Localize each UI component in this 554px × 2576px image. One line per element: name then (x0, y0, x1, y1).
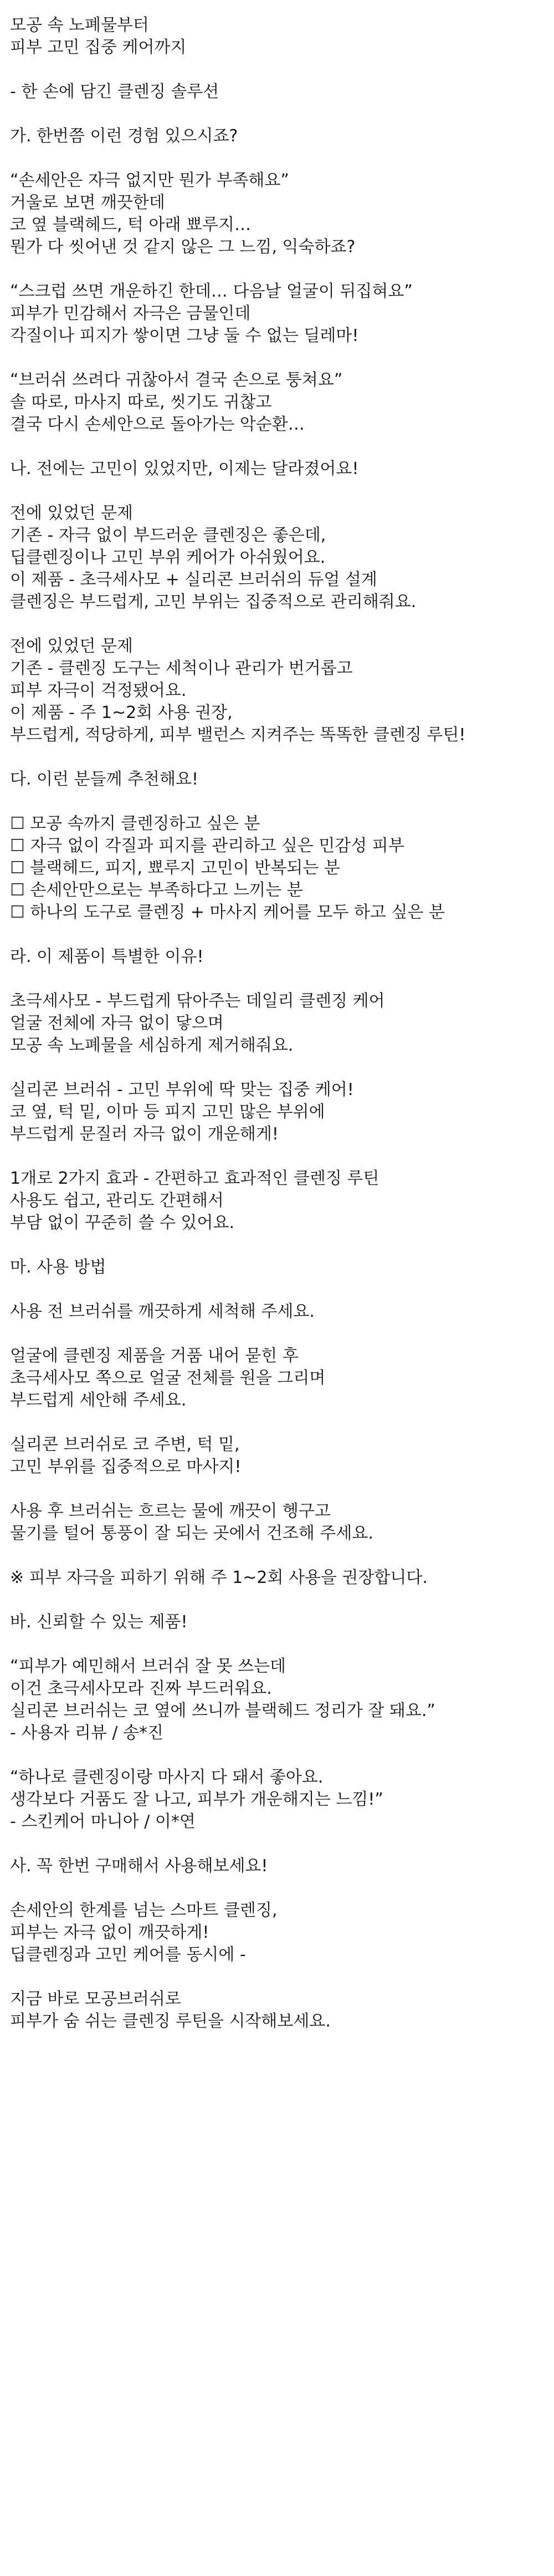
text-line: 기존 - 클렌징 도구는 세척이나 관리가 번거롭고 (10, 659, 353, 678)
text-line: 부드럽게, 적당하게, 피부 밸런스 지켜주는 똑똑한 클렌징 루틴! (10, 725, 466, 745)
text-line: “브러쉬 쓰려다 귀찮아서 결국 손으로 퉁쳐요” (10, 370, 343, 390)
text-line: 전에 있었던 문제 (10, 503, 133, 523)
text-line: 피부 고민 집중 케어까지 (10, 38, 187, 57)
feature-microfiber (10, 990, 554, 1057)
text-line: ※ 피부 자극을 피하기 위해 주 1~2회 사용을 권장합니다. (10, 1568, 428, 1587)
text-line: 실리콘 브러쉬 - 고민 부위에 딱 맞는 집중 케어! (10, 1080, 354, 1099)
intro-tagline (10, 81, 554, 103)
text-line: 솔 따로, 마사지 따로, 씻기도 귀찮고 (10, 393, 272, 412)
text-line: 실리콘 브러쉬는 코 옆에 쓰니까 블랙헤드 정리가 잘 돼요.” (10, 1701, 435, 1720)
text-line: 1개로 2가지 효과 - 간편하고 효과적인 클렌징 루틴 (10, 1169, 379, 1188)
text-line: 피부가 숨 쉬는 클렌징 루틴을 시작해보세요. (10, 2012, 331, 2031)
usage-step-2 (10, 1345, 554, 1412)
text-line: “스크럽 쓰면 개운하긴 한데… 다음날 얼굴이 뒤집혀요” (10, 282, 413, 301)
text-line: 부드럽게 세안해 주세요. (10, 1391, 187, 1410)
checklist-item: ☐ 모공 속까지 클렌징하고 싶은 분 (10, 814, 260, 833)
text-line: 마. 사용 방법 (10, 1258, 106, 1277)
review-author: - 스킨케어 마니아 / 이*연 (10, 1812, 196, 1831)
text-line: 이 제품 - 초극세사모 + 실리콘 브러쉬의 듀얼 설계 (10, 570, 377, 589)
section-heading-na (10, 458, 554, 480)
text-line: 물기를 털어 통풍이 잘 되는 곳에서 건조해 주세요. (10, 1524, 373, 1543)
usage-step-1 (10, 1301, 554, 1323)
review-1 (10, 1656, 554, 1744)
text-line: 고민 부위를 집중적으로 마사지! (10, 1457, 242, 1477)
experience-paragraph-3 (10, 369, 554, 436)
text-line: 코 옆 블랙헤드, 턱 아래 뾰루지… (10, 215, 251, 235)
usage-step-3 (10, 1434, 554, 1478)
section-heading-ma (10, 1256, 554, 1279)
closing-paragraph-2 (10, 1988, 554, 2033)
text-line: 이 제품 - 주 1~2회 사용 권장, (10, 703, 233, 722)
text-line: 클렌징은 부드럽게, 고민 부위는 집중적으로 관리해줘요. (10, 592, 417, 612)
checklist-item: ☐ 자극 없이 각질과 피지를 관리하고 싶은 민감성 피부 (10, 836, 404, 856)
text-line: 피부가 민감해서 자극은 금물인데 (10, 304, 251, 323)
text-line: 사용도 쉽고, 관리도 간편해서 (10, 1191, 224, 1210)
text-line: 초극세사모 - 부드럽게 닦아주는 데일리 클렌징 케어 (10, 991, 385, 1011)
section-heading-da (10, 768, 554, 791)
review-author: - 사용자 리뷰 / 송*진 (10, 1723, 163, 1743)
text-line: 코 옆, 턱 밑, 이마 등 피지 고민 많은 부위에 (10, 1102, 325, 1122)
text-line: 실리콘 브러쉬로 코 주변, 턱 밑, (10, 1435, 240, 1454)
problem-solution-2 (10, 635, 554, 746)
text-line: 이건 초극세사모라 진짜 부드러워요. (10, 1679, 272, 1698)
closing-paragraph-1 (10, 1900, 554, 1966)
text-line: 딥클렌징과 고민 케어를 동시에 - (10, 1945, 246, 1964)
text-line: 바. 신뢰할 수 있는 제품! (10, 1612, 188, 1632)
text-line: 얼굴 전체에 자극 없이 닿으며 (10, 1014, 224, 1033)
text-line: 사용 전 브러쉬를 깨끗하게 세척해 주세요. (10, 1302, 315, 1321)
text-line: 전에 있었던 문제 (10, 637, 133, 656)
section-heading-ba (10, 1611, 554, 1633)
review-2 (10, 1766, 554, 1833)
section-heading-sa (10, 1855, 554, 1877)
text-line: 사. 꼭 한번 구매해서 사용해보세요! (10, 1856, 268, 1876)
feature-silicone-brush (10, 1079, 554, 1146)
text-line: - 한 손에 담긴 클렌징 솔루션 (10, 82, 219, 101)
problem-solution-1 (10, 502, 554, 613)
text-line: 얼굴에 클렌징 제품을 거품 내어 묻힌 후 (10, 1346, 299, 1366)
text-line: 라. 이 제품이 특별한 이유! (10, 947, 204, 966)
usage-note (10, 1567, 554, 1589)
experience-paragraph-2 (10, 281, 554, 347)
text-line: “피부가 예민해서 브러쉬 잘 못 쓰는데 (10, 1657, 286, 1676)
text-line: 손세안의 한계를 넘는 스마트 클렌징, (10, 1901, 278, 1920)
experience-paragraph-1 (10, 170, 554, 258)
text-line: 기존 - 자극 없이 부드러운 클렌징은 좋은데, (10, 526, 326, 545)
text-line: 다. 이런 분들께 추천해요! (10, 770, 198, 789)
text-line: 거울로 보면 깨끗한데 (10, 193, 165, 212)
text-line: “손세안은 자극 없지만 뭔가 부족해요” (10, 171, 289, 190)
checklist-item: ☐ 블랙헤드, 피지, 뾰루지 고민이 반복되는 분 (10, 858, 340, 878)
text-line: 모공 속 노폐물부터 (10, 16, 149, 35)
text-line: 사용 후 브러쉬는 흐르는 물에 깨끗이 헹구고 (10, 1501, 331, 1521)
text-line: 나. 전에는 고민이 있었지만, 이제는 달라졌어요! (10, 459, 359, 478)
text-line: 각질이나 피지가 쌓이면 그냥 둘 수 없는 딜레마! (10, 326, 359, 345)
checklist-item: ☐ 하나의 도구로 클렌징 + 마사지 케어를 모두 하고 싶은 분 (10, 903, 445, 922)
text-line: 가. 한번쯤 이런 경험 있으시죠? (10, 126, 238, 146)
feature-two-in-one (10, 1168, 554, 1234)
text-line: 딥클렌징이나 고민 부위 케어가 아쉬웠어요. (10, 548, 326, 567)
text-line: “하나로 클렌징이랑 마사지 다 돼서 좋아요. (10, 1768, 324, 1787)
text-line: 초극세사모 쪽으로 얼굴 전체를 원을 그리며 (10, 1368, 326, 1388)
recommendation-checklist (10, 813, 554, 924)
text-line: 부드럽게 문질러 자극 없이 개운해게! (10, 1124, 279, 1144)
section-heading-ra (10, 946, 554, 968)
text-line: 부담 없이 꾸준히 쓸 수 있어요. (10, 1213, 234, 1233)
text-line: 결국 다시 손세안으로 돌아가는 악순환… (10, 415, 305, 434)
text-line: 모공 속 노폐물을 세심하게 제거해줘요. (10, 1036, 294, 1055)
section-heading-ga (10, 125, 554, 147)
usage-step-4 (10, 1500, 554, 1545)
checklist-item: ☐ 손세안만으로는 부족하다고 느끼는 분 (10, 880, 303, 900)
text-line: 생각보다 거품도 잘 나고, 피부가 개운해지는 느낌!” (10, 1790, 383, 1809)
text-line: 피부 자극이 걱정됐어요. (10, 681, 187, 700)
text-line: 피부는 자극 없이 깨끗하게! (10, 1923, 209, 1942)
intro-headline (10, 14, 554, 59)
text-line: 뭔가 다 씻어낸 것 같지 않은 그 느낌, 익숙하죠? (10, 237, 356, 257)
text-line: 지금 바로 모공브러쉬로 (10, 1989, 181, 2009)
